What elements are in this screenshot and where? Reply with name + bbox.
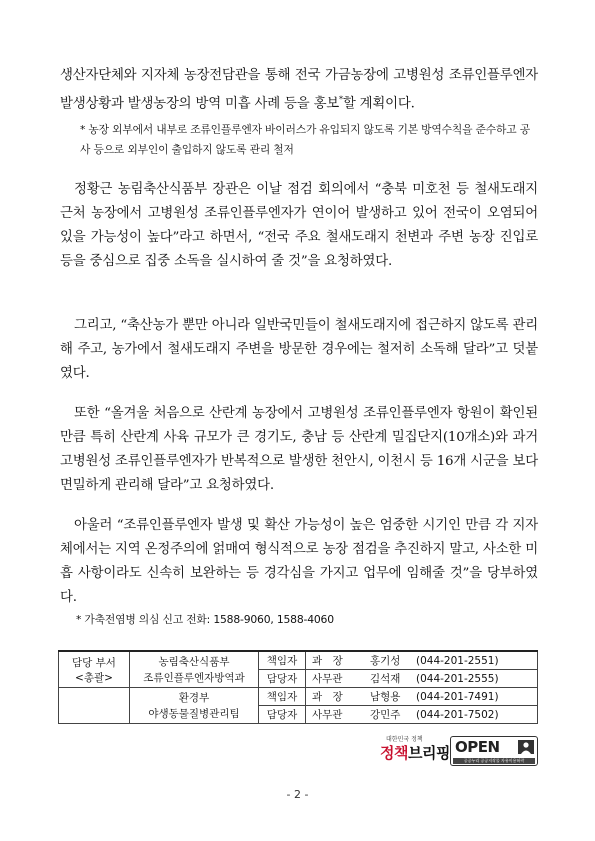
role-cell: 책임자 xyxy=(259,688,306,706)
footnote-marker: * xyxy=(339,95,343,104)
contact-info xyxy=(306,651,538,670)
page-number: - 2 - xyxy=(286,788,309,801)
contact-info xyxy=(306,670,538,688)
footer-logos xyxy=(380,734,540,768)
person-icon xyxy=(518,740,534,754)
paragraph-1-end: 할 계획이다. xyxy=(342,96,415,112)
paragraph-4: 또한 “올겨울 처음으로 산란계 농장에서 고병원성 조류인플루엔자 항원이 확인된 만큼 특히 산란계 사육 규모가 큰 경기도, 충남 등 산란계 밀집단지(10개소)와 과거 고병원성 조류인플루엔자가 반복적으로 발생한 천안시, 이천시 등 16개 시군을 보다 면밀하게 관리해 달라”고 요청하였다. xyxy=(60,406,538,493)
paragraph-1 xyxy=(60,64,538,116)
contact-name: 강민주 xyxy=(370,709,401,721)
contact-title: 사무관 xyxy=(312,709,343,721)
policy-briefing-small-text: 대한민국 정책 xyxy=(386,736,423,743)
contact-info xyxy=(306,706,538,724)
role-cell: 담당자 xyxy=(259,706,306,724)
contact-title: 사무관 xyxy=(312,673,343,685)
role-cell: 책임자 xyxy=(259,651,306,670)
contact-table xyxy=(58,650,538,724)
dept-cell xyxy=(59,651,130,688)
org-2-division: 야생동물질병관리팀 xyxy=(148,707,240,720)
footnote-1: * 농장 외부에서 내부로 조류인플루엔자 바이러스가 유입되지 않도록 기본 방역수칙을 준수하고 공사 등으로 외부인이 출입하지 않도록 관리 철저 xyxy=(80,123,530,156)
dept-sub: <총괄> xyxy=(75,671,113,684)
footnote-2: * 가축전염병 의심 신고 전화: 1588-9060, 1588-4060 xyxy=(76,613,334,626)
dept-header: 담당 부서 xyxy=(72,656,116,669)
open-logo-subtext: 공공누리 공공저작물 자유이용허락 xyxy=(453,758,535,764)
paragraph-2: 정황근 농림축산식품부 장관은 이날 점검 회의에서 “충북 미호천 등 철새도래지 근처 농장에서 고병원성 조류인플루엔자가 연이어 발생하고 있어 전국이 오염되어 있을 가능성이 높다”라고 하면서, “전국 주요 철새도래지 천변과 주변 농장 진입로 등을 중심으로 집중 소독을 실시하여 줄 것”을 요청하였다. xyxy=(60,182,538,269)
policy-briefing-word-a: 정책 xyxy=(380,744,408,762)
kogl-open-logo xyxy=(450,736,538,766)
org-cell-1 xyxy=(130,651,259,688)
paragraph-3: 그리고, “축산농가 뿐만 아니라 일반국민들이 철새도래지에 접근하지 않도록 관리해 주고, 농가에서 철새도래지 주변을 방문한 경우에는 철저히 소독해 달라”고 덧붙였다. xyxy=(60,318,538,381)
org-1-name: 농림축산식품부 xyxy=(158,655,230,668)
contact-info xyxy=(306,688,538,706)
open-logo-text: OPEN xyxy=(455,738,500,756)
contact-phone: (044-201-2555) xyxy=(416,673,499,685)
dept-cell-empty xyxy=(59,688,130,724)
org-2-name: 환경부 xyxy=(178,691,210,704)
contact-title: 과 장 xyxy=(312,655,343,667)
policy-briefing-word-b: 브리핑 xyxy=(407,744,450,762)
policy-briefing-main-text xyxy=(380,742,450,763)
contact-name: 홍기성 xyxy=(370,655,401,667)
contact-phone: (044-201-7491) xyxy=(416,691,499,703)
contact-title: 과 장 xyxy=(312,691,343,703)
paragraph-1-text: 생산자단체와 지자체 농장전담관을 통해 전국 가금농장에 고병원성 조류인플루엔자 발생상황과 발생농장의 방역 미흡 사례 등을 홍보 xyxy=(60,68,538,112)
contact-name: 남형용 xyxy=(370,691,401,703)
org-cell-2 xyxy=(130,688,259,724)
contact-phone: (044-201-2551) xyxy=(416,655,499,667)
policy-briefing-logo xyxy=(380,734,450,768)
contact-name: 김석재 xyxy=(370,673,401,685)
org-1-division: 조류인플루엔자방역과 xyxy=(143,671,245,684)
role-cell: 담당자 xyxy=(259,670,306,688)
paragraph-5: 아울러 “조류인플루엔자 발생 및 확산 가능성이 높은 엄중한 시기인 만큼 각 지자체에서는 지역 온정주의에 얽매여 형식적으로 농장 점검을 추진하지 말고, 사소한 미흡 사항이라도 신속히 보완하는 등 경각심을 가지고 업무에 임해줄 것”을 당부하였다. xyxy=(60,518,538,605)
contact-phone: (044-201-7502) xyxy=(416,709,499,721)
